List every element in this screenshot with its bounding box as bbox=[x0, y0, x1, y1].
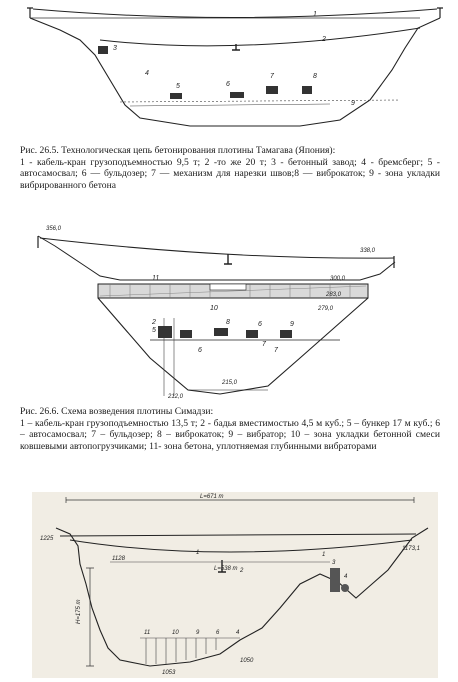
figure-2-caption-title: Рис. 26.6. Схема возведения плотины Симадзи: bbox=[20, 406, 214, 417]
label-4b: 4 bbox=[236, 630, 240, 636]
elevation-1128: 1128 bbox=[112, 556, 125, 562]
callout-7a: 7 bbox=[262, 341, 266, 348]
callout-9: 9 bbox=[351, 100, 355, 107]
callout-6a: 6 bbox=[258, 321, 262, 328]
figure-2-dam-diagram bbox=[0, 218, 458, 403]
label-span-671: L=671 m bbox=[200, 494, 224, 500]
elevation-283: 283,0 bbox=[326, 292, 342, 298]
label-10: 10 bbox=[172, 630, 179, 636]
elevation-1173: 1173,1 bbox=[402, 546, 420, 552]
figure-2-caption-body: 1 – кабель-кран грузоподъемностью 13,5 т; 2 - бадья вместимостью 4,5 м куб.; 5 – бункер 17 м куб.; 6 – автосамосвал; 7 – бульдозер; 8 – виброкаток; 9 – вибратор; 10 – зона укладки бетонной смеси ковшевыми автопогрузчиками; 11- зона бетона, уплотняемая глубинными вибраторами bbox=[20, 417, 440, 452]
label-height: H=175 m bbox=[76, 599, 82, 624]
callout-10: 10 bbox=[210, 305, 218, 312]
elevation-279: 279,0 bbox=[318, 306, 334, 312]
figure-1-dam-diagram bbox=[0, 0, 458, 140]
callout-8: 8 bbox=[226, 319, 230, 326]
callout-8: 8 bbox=[313, 73, 317, 80]
figure-3-drawing bbox=[0, 488, 458, 682]
callout-7b: 7 bbox=[274, 347, 278, 354]
callout-3: 3 bbox=[113, 45, 117, 52]
label-11: 11 bbox=[144, 630, 151, 636]
callout-1: 1 bbox=[313, 11, 317, 18]
callout-6: 6 bbox=[226, 81, 230, 88]
callout-5: 5 bbox=[152, 327, 156, 334]
callout-11: 11 bbox=[152, 275, 160, 282]
callout-7: 7 bbox=[270, 73, 274, 80]
callout-2: 2 bbox=[322, 36, 326, 43]
figure-3-dam-diagram bbox=[0, 488, 458, 682]
elevation-338: 338,0 bbox=[360, 248, 376, 254]
label-9: 9 bbox=[196, 630, 200, 636]
elevation-1053: 1053 bbox=[162, 670, 176, 676]
callout-4: 4 bbox=[145, 70, 149, 77]
figure-1-caption-body: 1 - кабель-кран грузоподъемностью 9,5 т; 2 -то же 20 т; 3 - бетонный завод; 4 - бремсберг; 5 - автосамосвал; 6 — бульдозер; 7 — механизм для нарезки швов;8 — виброкаток; 9 - зона укладки вибрированного бетона bbox=[20, 156, 440, 191]
figure-1-caption bbox=[20, 145, 440, 191]
elevation-1225: 1225 bbox=[40, 536, 54, 542]
callout-9: 9 bbox=[290, 321, 294, 328]
figure-2-drawing bbox=[0, 218, 458, 403]
label-6: 6 bbox=[216, 630, 220, 636]
elevation-300: 300,0 bbox=[330, 276, 346, 282]
elevation-212: 212,0 bbox=[168, 394, 184, 400]
figure-2-elevation-labels bbox=[46, 226, 376, 400]
figure-1-caption-title: Рис. 26.5. Технологическая цепь бетонирования плотины Тамагава (Япония): bbox=[20, 145, 336, 156]
callout-6b: 6 bbox=[198, 347, 202, 354]
label-span-538: L=538 m bbox=[214, 566, 238, 572]
callout-5: 5 bbox=[176, 83, 180, 90]
elevation-1050: 1050 bbox=[240, 658, 254, 664]
label-1b: 1 bbox=[322, 552, 326, 558]
callout-2: 2 bbox=[152, 319, 156, 326]
figure-2-caption bbox=[20, 406, 440, 452]
elevation-215: 215,0 bbox=[222, 380, 238, 386]
label-2: 2 bbox=[240, 568, 244, 574]
label-4: 4 bbox=[344, 574, 348, 580]
label-3: 3 bbox=[332, 560, 336, 566]
elevation-356: 356,0 bbox=[46, 226, 62, 232]
figure-1-drawing bbox=[0, 0, 458, 140]
label-1a: 1 bbox=[196, 550, 200, 556]
